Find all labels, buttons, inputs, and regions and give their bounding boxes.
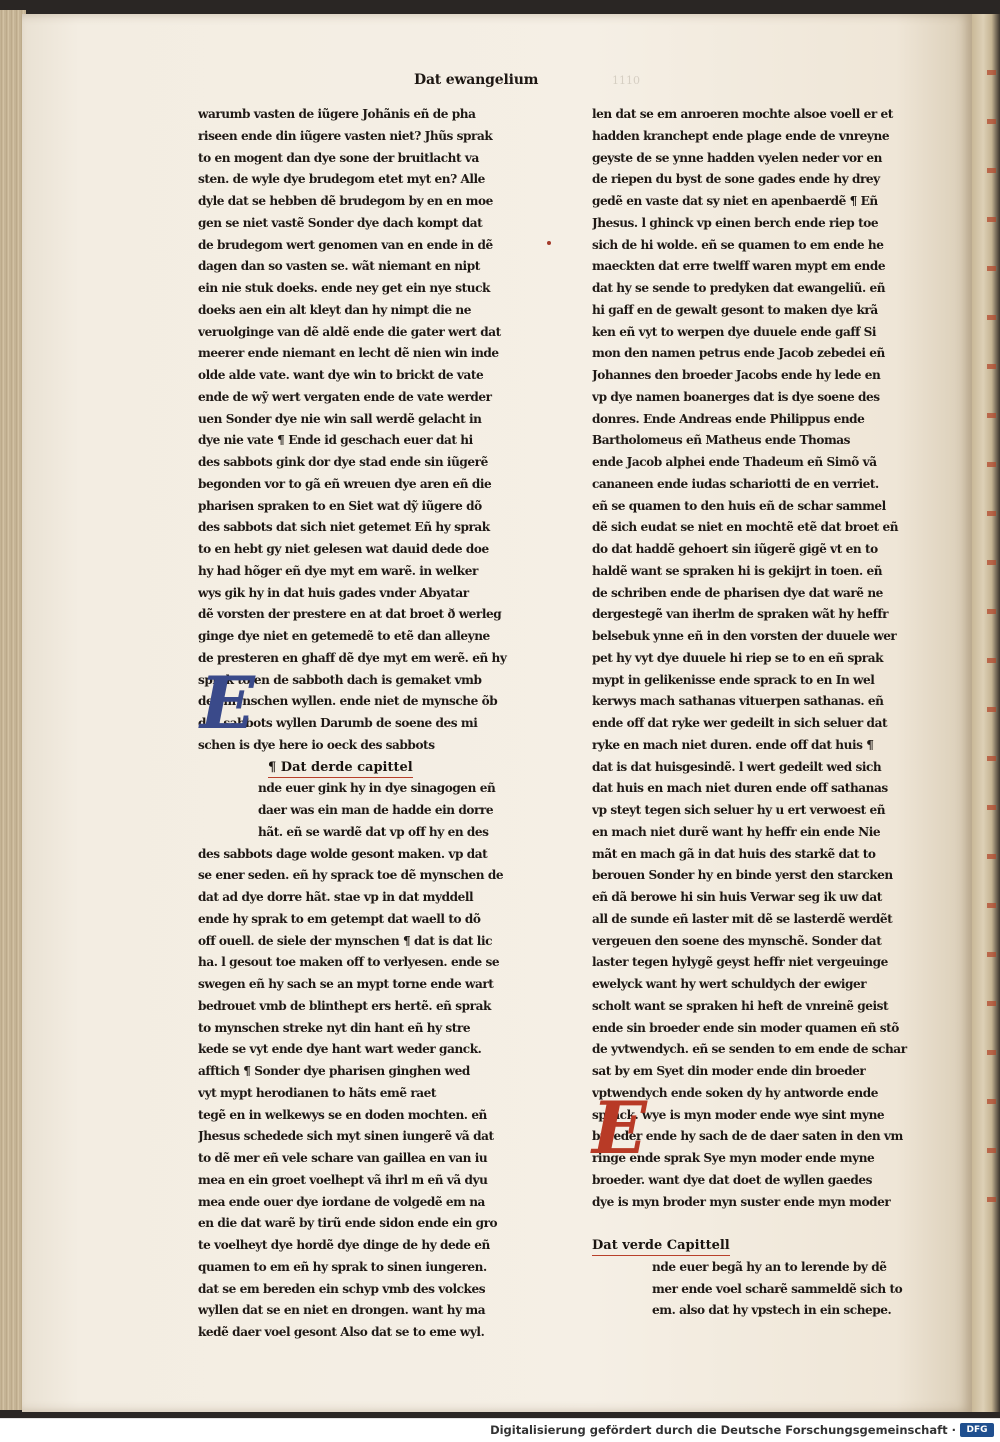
text-line: to dẽ mer eñ vele schare van gaillea en van iu xyxy=(198,1151,488,1165)
text-line: Jhesus schedede sich myt sinen iungerẽ vã dat xyxy=(198,1129,494,1144)
text-line: dẽ vorsten der prestere en at dat broet ð werleg xyxy=(198,607,502,622)
blue-initial-letter: E xyxy=(200,660,255,745)
text-line: dye is myn broder myn suster ende myn moder xyxy=(592,1194,891,1209)
text-line: des sabbots gink dor dye stad ende sin iũgerẽ xyxy=(198,455,488,469)
text-line: mea en ein groet voelhept vã ihrl m eñ vã dyu xyxy=(198,1172,488,1187)
text-line: sten. de wyle dye brudegom etet myt en? Alle xyxy=(198,172,485,187)
text-line: dyle dat se hebben dẽ brudegom by en en moe xyxy=(198,194,493,208)
text-line: belsebuk ynne eñ in den vorsten der duuele wer xyxy=(592,629,897,643)
text-line: laster tegen hylygẽ geyst heffr niet vergeuinge xyxy=(592,955,888,970)
text-line: ha. l gesout toe maken off to verlyesen. ende se xyxy=(198,955,500,970)
text-line: wyllen dat se en niet en drongen. want hy ma xyxy=(198,1303,486,1318)
text-line: de riepen du byst de sone gades ende hy drey xyxy=(592,172,880,187)
chapter-heading: Dat verde Capittell xyxy=(592,1237,730,1256)
text-line: dat ad dye dorre hãt. stae vp in dat myddell xyxy=(198,890,474,904)
text-line: hãt. eñ se wardẽ dat vp off hy en des xyxy=(258,824,489,839)
text-line: dat se em bereden ein schyp vmb des volckes xyxy=(198,1281,486,1296)
text-line: des sabbots wyllen Darumb de soene des mi xyxy=(198,716,478,730)
text-line: des sabbots dat sich niet getemet Eñ hy sprak xyxy=(198,520,490,535)
text-line: gedẽ en vaste dat sy niet en apenbaerdẽ ¶ Eñ xyxy=(592,194,878,208)
text-line: berouen Sonder hy en binde yerst den starcken xyxy=(592,868,893,883)
text-line: to en hebt gy niet gelesen wat dauid dede doe xyxy=(198,542,489,556)
text-line: Jhesus. l ghinck vp einen berch ende riep toe xyxy=(592,215,879,230)
text-line: de brudegom wert genomen van en ende in dẽ xyxy=(198,237,493,252)
text-line: warumb vasten de iũgere Johãnis eñ de pha xyxy=(198,107,476,121)
text-line: ewelyck want hy wert schuldych der ewiger xyxy=(592,977,867,991)
text-line: em. also dat hy vpstech in ein schepe. xyxy=(652,1303,892,1318)
text-line: des mynschen wyllen. ende niet de mynsche õb xyxy=(198,694,498,709)
text-line: bedrouet vmb de blinthept ers hertẽ. eñ sprak xyxy=(198,998,491,1013)
text-line: mea ende ouer dye iordane de volgedẽ em na xyxy=(198,1194,485,1209)
text-line: eñ se quamen to den huis eñ de schar sammel xyxy=(592,498,886,513)
text-line: se ener seden. eñ hy sprack toe dẽ mynschen de xyxy=(198,868,504,883)
text-line: quamen to em eñ hy sprak to sinen iungeren. xyxy=(198,1259,487,1274)
text-line: dye nie vate ¶ Ende id geschach euer dat hi xyxy=(198,433,473,448)
text-line: off ouell. de siele der mynschen ¶ dat is dat lic xyxy=(198,933,493,948)
text-line: vptwendych ende soken dy hy antworde ende xyxy=(592,1085,878,1100)
text-line: gen se niet vastẽ Sonder dye dach kompt dat xyxy=(198,215,483,230)
text-line: kede se vyt ende dye hant wart weder ganck. xyxy=(198,1042,482,1057)
chapter-heading: ¶ Dat derde capittel xyxy=(268,759,413,778)
text-line: dagen dan so vasten se. wãt niemant en nipt xyxy=(198,259,480,274)
text-line: ende hy sprak to em getempt dat waell to dõ xyxy=(198,911,481,926)
text-line: cananeen ende iudas schariotti de en verriet. xyxy=(592,476,879,491)
text-line: mãt en mach gã in dat huis des starkẽ dat to xyxy=(592,846,876,861)
text-line: all de sunde eñ laster mit dẽ se lasterdẽ werdẽt xyxy=(592,911,893,926)
text-line: maeckten dat erre twelff waren mypt em ende xyxy=(592,259,886,274)
text-line: ringe ende sprak Sye myn moder ende myne xyxy=(592,1151,875,1165)
text-line: en die dat warẽ by tirũ ende sidon ende ein gro xyxy=(198,1216,498,1231)
text-line: ende off dat ryke wer gedeilt in sich seluer dat xyxy=(592,716,888,730)
text-line: kedẽ daer voel gesont Also dat se to eme wyl. xyxy=(198,1325,485,1339)
text-line: dergestegẽ van iherlm de spraken wãt hy heffr xyxy=(592,607,889,622)
text-line: veruolginge van dẽ aldẽ ende die gater wert dat xyxy=(198,324,501,339)
text-line: daer was ein man de hadde ein dorre xyxy=(258,803,494,817)
text-line: dat huis en mach niet duren ende off sathanas xyxy=(592,781,888,796)
faint-page-mark: 1110 xyxy=(612,74,640,87)
text-line: de presteren en ghaff dẽ dye myt em werẽ. eñ hy xyxy=(198,650,507,665)
margin-dot xyxy=(547,241,551,245)
text-line: geyste de se ynne hadden vyelen neder vor en xyxy=(592,150,882,165)
text-line: to en mogent dan dye sone der bruitlacht va xyxy=(198,150,479,165)
text-line: schen is dye here io oeck des sabbots xyxy=(198,737,435,752)
red-initial-letter: E xyxy=(592,1085,647,1170)
text-line: sprak to en de sabboth dach is gemaket vmb xyxy=(198,672,482,687)
text-line: vergeuen den soene des mynschẽ. Sonder dat xyxy=(592,933,882,948)
running-header: Dat ewangelium xyxy=(414,72,539,88)
text-line: Johannes den broeder Jacobs ende hy lede en xyxy=(592,368,881,382)
text-line: vp steyt tegen sich seluer hy u ert verwoest eñ xyxy=(592,803,886,817)
text-line: haldẽ want se spraken hi is gekijrt in toen. eñ xyxy=(592,563,883,578)
text-line: de schriben ende de pharisen dye dat warẽ ne xyxy=(592,585,883,600)
text-line: mer ende voel scharẽ sammeldẽ sich to xyxy=(652,1281,903,1296)
text-line: mon den namen petrus ende Jacob zebedei eñ xyxy=(592,346,885,361)
text-line: do dat haddẽ gehoert sin iũgerẽ gigẽ vt en to xyxy=(592,542,878,556)
text-line: vyt mypt herodianen to hãts emẽ raet xyxy=(198,1085,437,1100)
text-line: des sabbots dage wolde gesont maken. vp dat xyxy=(198,846,488,861)
text-line: meerer ende niemant en lecht dẽ nien win inde xyxy=(198,346,499,361)
text-line: tegẽ en in welkewys se en doden mochten. eñ xyxy=(198,1107,487,1122)
text-line: wys gik hy in dat huis gades vnder Abyatar xyxy=(198,585,469,600)
text-line: riseen ende din iũgere vasten niet? Jhũs sprak xyxy=(198,128,493,143)
text-line: dat is dat huisgesindẽ. l wert gedeilt wed sich xyxy=(592,759,882,774)
text-line: olde alde vate. want dye win to brickt de vate xyxy=(198,368,484,382)
text-line xyxy=(592,1213,914,1235)
text-line: to mynschen streke nyt din hant eñ hy stre xyxy=(198,1020,471,1035)
text-line: mypt in gelikenisse ende sprack to en In wel xyxy=(592,672,875,687)
text-line: ginge dye niet en getemedẽ to etẽ dan alleyne xyxy=(198,629,490,643)
text-line: pet hy vyt dye duuele hi riep se to en eñ sprak xyxy=(592,650,884,665)
text-line: donres. Ende Andreas ende Philippus ende xyxy=(592,411,865,426)
text-line: ende de wỹ wert vergaten ende de vate werder xyxy=(198,389,492,404)
footer-bar xyxy=(0,1418,1000,1442)
text-line: ein nie stuk doeks. ende ney get ein nye stuck xyxy=(198,281,490,295)
text-line: dẽ sich eudat se niet en mochtẽ etẽ dat broet eñ xyxy=(592,520,899,535)
text-line: sat by em Syet din moder ende din broeder xyxy=(592,1064,866,1078)
text-line: scholt want se spraken hi heft de vnreinẽ geist xyxy=(592,998,889,1013)
text-line: te voelheyt dye hordẽ dye dinge de hy dede eñ xyxy=(198,1238,490,1252)
text-line: ende Jacob alphei ende Thadeum eñ Simõ vã xyxy=(592,455,877,469)
text-line: begonden vor to gã eñ wreuen dye aren eñ die xyxy=(198,476,492,491)
text-line xyxy=(198,757,528,779)
text-line: hadden kranchept ende plage ende de vnreyne xyxy=(592,128,890,143)
next-page-rubric-marks xyxy=(987,70,999,1246)
text-line: swegen eñ hy sach se an mypt torne ende wart xyxy=(198,977,494,991)
text-line: en mach niet durẽ want hy heffr ein ende Nie xyxy=(592,824,881,839)
text-line: dat hy se sende to predyken dat ewangeliũ. eñ xyxy=(592,281,886,295)
text-line: len dat se em anroeren mochte alsoe voell er et xyxy=(592,107,893,121)
text-line: Bartholomeus eñ Matheus ende Thomas xyxy=(592,433,851,448)
funding-credit: Digitalisierung gefördert durch die Deutsche Forschungsgemeinschaft · xyxy=(490,1423,956,1437)
text-line: vp dye namen boanerges dat is dye soene des xyxy=(592,389,880,404)
text-line: broeder. want dye dat doet de wyllen gaedes xyxy=(592,1172,873,1187)
text-line: ken eñ vyt to werpen dye duuele ende gaff Si xyxy=(592,324,877,339)
text-line: afftich ¶ Sonder dye pharisen ginghen wed xyxy=(198,1064,470,1078)
text-line: doeks aen ein alt kleyt dan hy nimpt die ne xyxy=(198,302,472,317)
text-line: hy had hõger eñ dye myt em warẽ. in welker xyxy=(198,563,478,578)
text-line: nde euer gink hy in dye sinagogen eñ xyxy=(258,781,496,796)
dfg-logo: DFG xyxy=(960,1423,994,1437)
text-line: nde euer begã hy an to lerende by dẽ xyxy=(652,1259,887,1274)
text-line: hi gaff en de gewalt gesont to maken dye krã xyxy=(592,302,878,317)
text-line: uen Sonder dye nie win sall werdẽ gelacht in xyxy=(198,411,482,426)
text-line: eñ dã berowe hi sin huis Verwar seg ik uw dat xyxy=(592,890,882,904)
text-line: broeder ende hy sach de de daer saten in den vm xyxy=(592,1129,903,1144)
text-line: ryke en mach niet duren. ende off dat huis ¶ xyxy=(592,737,874,752)
text-line: sich de hi wolde. eñ se quamen to em ende he xyxy=(592,237,884,252)
text-line xyxy=(592,1235,914,1257)
text-line: ende sin broeder ende sin moder quamen eñ stõ xyxy=(592,1020,899,1035)
text-line: de yvtwendych. eñ se senden to em ende de schar xyxy=(592,1042,907,1057)
text-line: pharisen spraken to en Siet wat dỹ iũgere dõ xyxy=(198,498,482,513)
text-line: kerwys mach sathanas vituerpen sathanas. eñ xyxy=(592,694,884,709)
text-line: sprack. wye is myn moder ende wye sint myne xyxy=(592,1107,885,1122)
